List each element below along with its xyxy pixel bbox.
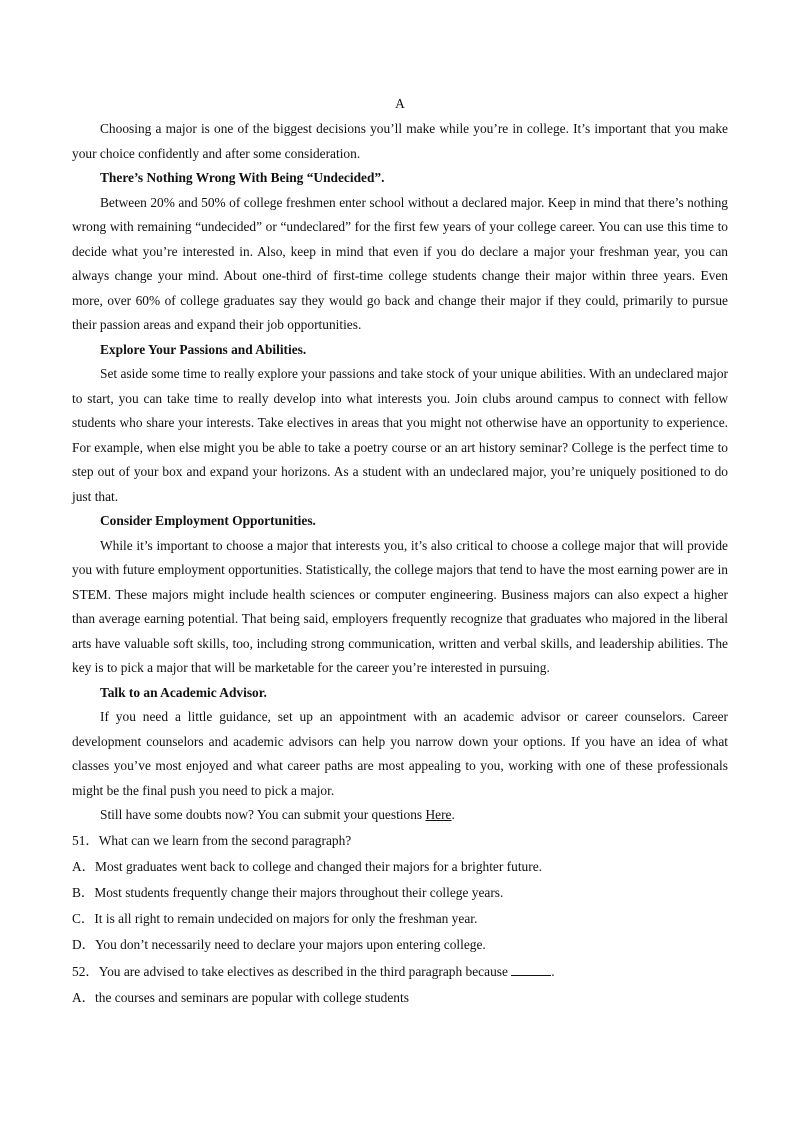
section-text-undecided: Between 20% and 50% of college freshmen enter school without a declared major. Keep in mind that there’s nothing wrong with remaining “undecided” or “undeclared” for the first few years of your college career. You can use this time to decide what you’re interested in. Also, keep in mind that even if you do declare a major your freshman year, you can always change your mind. About one-third of first-time college students change their major within three years. Even more, over 60% of college graduates say they would go back and change their major if they could, primarily to pursue their passion areas and expand their job opportunities. <box>72 194 728 332</box>
passage-body <box>72 117 728 1011</box>
questions-link[interactable]: Here <box>425 807 452 822</box>
question-51-option-b: B．Most students frequently change their majors throughout their college years. <box>72 884 504 900</box>
section-heading-employment: Consider Employment Opportunities. <box>100 513 316 528</box>
question-51-option-c: C．It is all right to remain undecided on majors for only the freshman year. <box>72 911 478 927</box>
section-text-advisor: If you need a little guidance, set up an appointment with an academic advisor or career counselors. Career development counselors and academic advisors can help you narrow down your options. If you have an idea of what classes you’ve most enjoyed and what career paths are most appealing to you, working with one of these professionals might be the final push you need to pick a major. <box>72 709 728 798</box>
question-52-stem-end: . <box>551 963 555 979</box>
question-51-option-a: A．Most graduates went back to college and changed their majors for a brighter future. <box>72 858 542 874</box>
section-heading-advisor: Talk to an Academic Advisor. <box>100 684 267 700</box>
question-51-option-d: D．You don’t necessarily need to declare your majors upon entering college. <box>72 937 486 953</box>
closing-paragraph <box>72 803 728 828</box>
question-51-stem: 51．What can we learn from the second paragraph? <box>72 832 352 848</box>
passage-letter: A <box>395 96 405 111</box>
question-52-stem-text: 52．You are advised to take electives as described in the third paragraph because <box>72 963 512 979</box>
question-52-stem <box>72 959 728 985</box>
answer-blank <box>511 963 551 976</box>
section-heading-undecided: There’s Nothing Wrong With Being “Undecided”. <box>100 170 385 185</box>
section-text-passions: Set aside some time to really explore your passions and take stock of your unique abilities. With an undeclared major to start, you can take time to really develop into what interests you. Join clubs around campus to connect with fellow students who share your interests. Take electives in areas that you might not otherwise have an opportunity to experience. For example, when else might you be able to take a poetry course or an art history seminar? College is the perfect time to step out of your box and expand your horizons. As a student with an undeclared major, you’re uniquely positioned to do just that. <box>72 366 728 504</box>
intro-paragraph: Choosing a major is one of the biggest decisions you’ll make while you’re in college. It’s important that you make your choice confidently and after some consideration. <box>72 121 728 161</box>
question-52-option-a: A．the courses and seminars are popular with college students <box>72 989 409 1005</box>
section-heading-passions: Explore Your Passions and Abilities. <box>100 341 307 357</box>
closing-text: Still have some doubts now? You can submit your questions <box>100 807 426 822</box>
section-text-employment: While it’s important to choose a major that interests you, it’s also critical to choose a college major that will provide you with future employment opportunities. Statistically, the college majors that tend to have the most earning power are in STEM. These majors might include health sciences or computer engineering. Business majors can also expect a higher than average earning potential. That being said, employers frequently recognize that graduates who majored in the liberal arts have valuable soft skills, too, including strong communication, written and verbal skills, and leadership abilities. The key is to pick a major that will be marketable for the career you’re interested in pursuing. <box>72 537 728 675</box>
closing-end: . <box>451 807 455 822</box>
